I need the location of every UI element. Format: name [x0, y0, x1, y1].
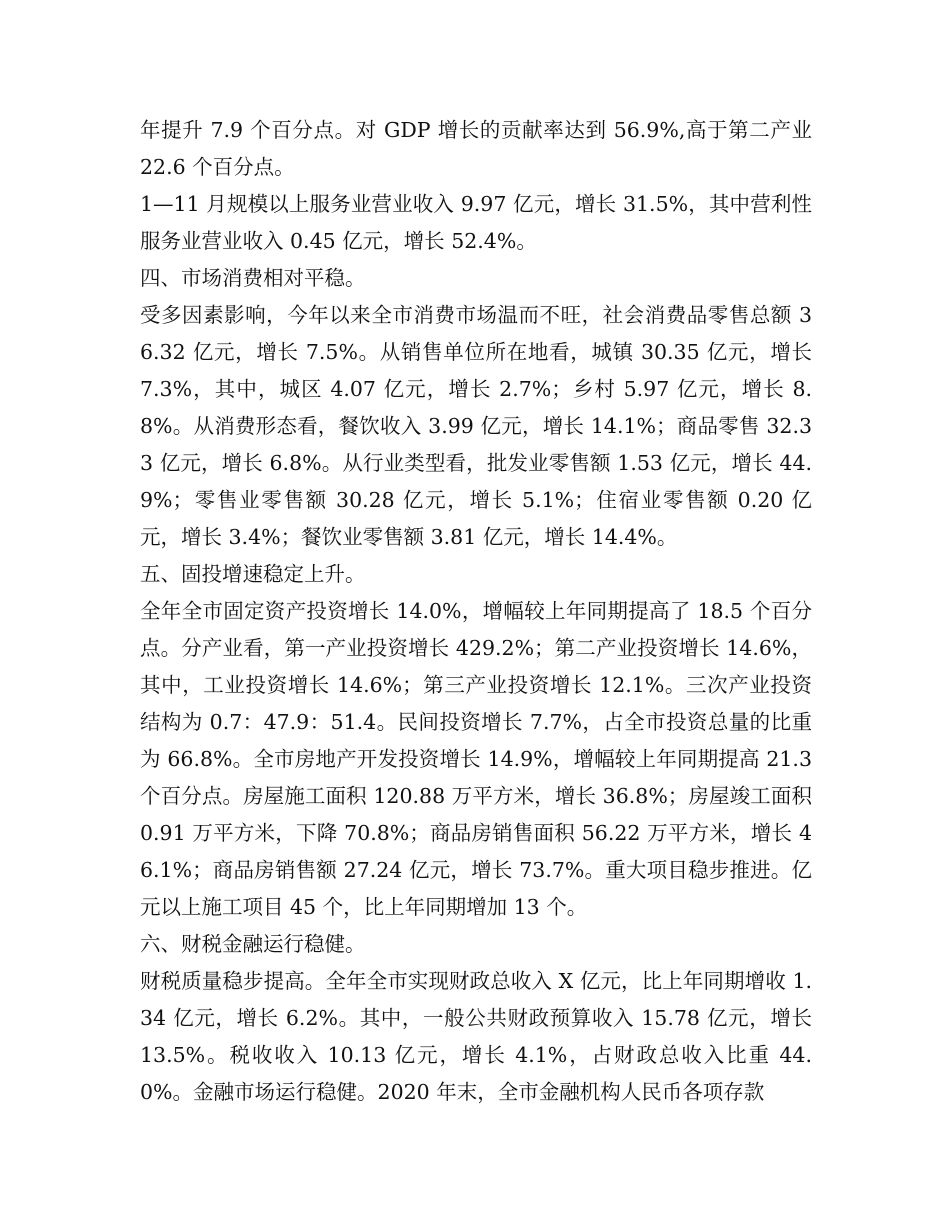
document-page [140, 112, 812, 1111]
paragraph-consumption: 受多因素影响，今年以来全市消费市场温而不旺，社会消费品零售总额 36.32 亿元，增长 7.5%。从销售单位所在地看，城镇 30.35 亿元，增长 7.3%，其中，城区 4.07 亿元，增长 2.7%；乡村 5.97 亿元，增长 8.8%。从消费形态看，餐饮收入 3.99 亿元，增长 14.1%；商品零售 32.33 亿元，增长 6.8%。从行业类型看，批发业零售额 1.53 亿元，增长 44.9%；零售业零售额 30.28 亿元，增长 5.1%；住宿业零售额 0.20 亿元，增长 3.4%；餐饮业零售额 3.81 亿元，增长 14.4%。 [140, 303, 812, 549]
section-heading-consumption: 四、市场消费相对平稳。 [140, 266, 366, 290]
section-heading-finance: 六、财税金融运行稳健。 [140, 932, 366, 956]
section-heading-investment: 五、固投增速稳定上升。 [140, 562, 366, 586]
paragraph-gdp-contribution: 年提升 7.9 个百分点。对 GDP 增长的贡献率达到 56.9%,高于第二产业 22.6 个百分点。 [140, 118, 812, 179]
paragraph-investment: 全年全市固定资产投资增长 14.0%，增幅较上年同期提高了 18.5 个百分点。分产业看，第一产业投资增长 429.2%；第二产业投资增长 14.6%，其中，工业投资增长 14.6%；第三产业投资增长 12.1%。三次产业投资结构为 0.7：47.9：51.4。民间投资增长 7.7%，占全市投资总量的比重为 66.8%。全市房地产开发投资增长 14.9%，增幅较上年同期提高 21.3 个百分点。房屋施工面积 120.88 万平方米，增长 36.8%；房屋竣工面积 0.91 万平方米，下降 70.8%；商品房销售面积 56.22 万平方米，增长 46.1%；商品房销售额 27.24 亿元，增长 73.7%。重大项目稳步推进。亿元以上施工项目 45 个，比上年同期增加 13 个。 [140, 599, 812, 919]
paragraph-finance: 财税质量稳步提高。全年全市实现财政总收入 X 亿元，比上年同期增收 1.34 亿元，增长 6.2%。其中，一般公共财政预算收入 15.78 亿元，增长 13.5%。税收收入 10.13 亿元，增长 4.1%，占财政总收入比重 44.0%。金融市场运行稳健。2020 年末，全市金融机构人民币各项存款 [140, 969, 812, 1104]
paragraph-service-revenue: 1—11 月规模以上服务业营业收入 9.97 亿元，增长 31.5%，其中营利性服务业营业收入 0.45 亿元，增长 52.4%。 [140, 192, 812, 253]
